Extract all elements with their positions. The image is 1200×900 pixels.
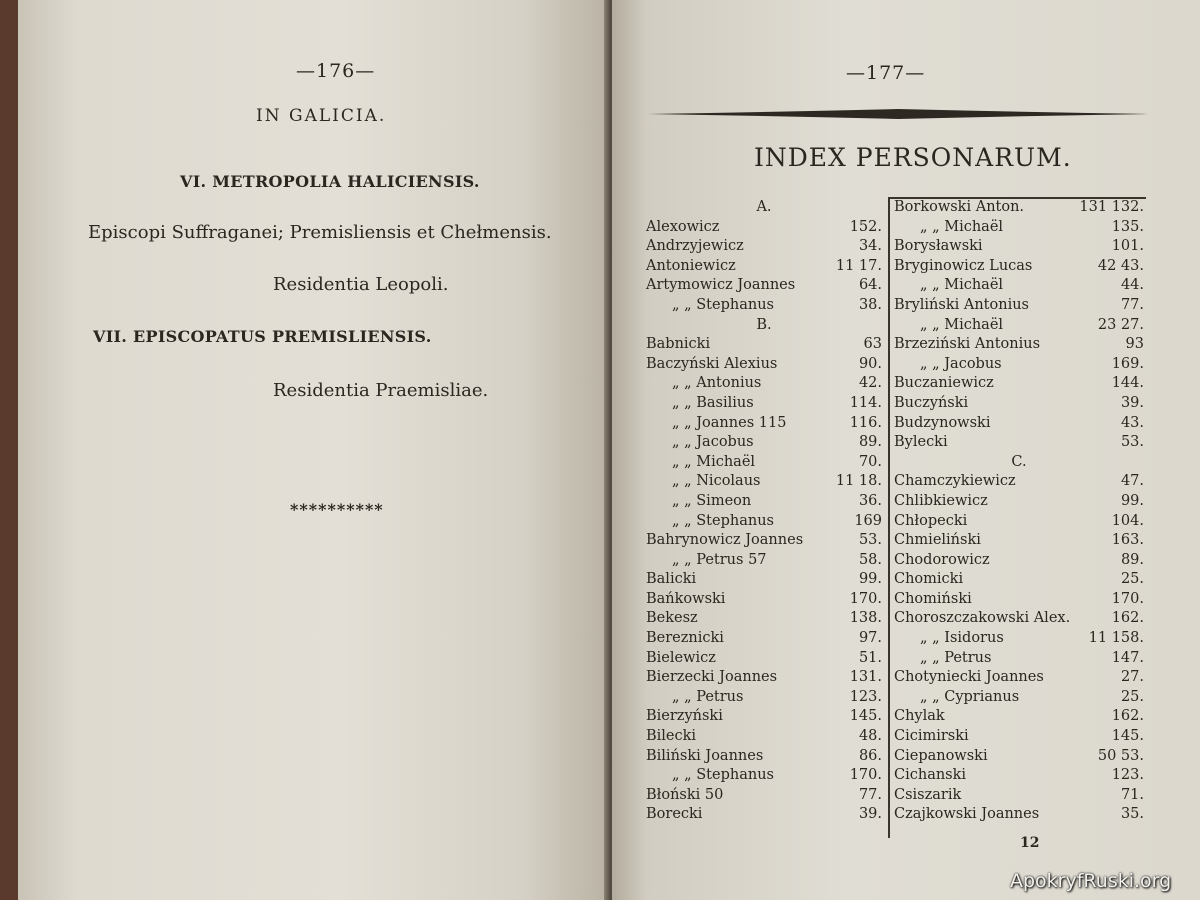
entry-name: „ „ Antonius	[672, 375, 762, 392]
index-entry	[646, 257, 882, 277]
entry-name: „ „ Petrus 57	[672, 551, 767, 568]
entry-name: Borkowski Anton.	[894, 199, 1025, 215]
index-letter-heading	[894, 453, 1144, 473]
entry-name: „ „ Basilius	[672, 394, 754, 411]
entry-pages: 163.	[1111, 532, 1144, 549]
entry-pages: 145.	[1111, 728, 1144, 745]
index-entry	[646, 629, 882, 649]
entry-pages: 104.	[1111, 512, 1144, 529]
entry-name: Borecki	[646, 806, 703, 823]
index-entry	[894, 237, 1144, 257]
entry-pages: 99.	[858, 571, 882, 588]
entry-name: Bierzyński	[646, 708, 723, 725]
entry-name: Bielewicz	[646, 649, 716, 666]
index-entry	[646, 296, 882, 316]
index-entry	[894, 531, 1144, 551]
ornamental-rule	[648, 108, 1148, 120]
entry-pages: 131 132.	[1079, 199, 1144, 215]
index-entry	[894, 649, 1144, 669]
entry-name: Biliński Joannes	[646, 747, 764, 764]
entry-pages: 170.	[849, 767, 882, 784]
index-entry	[894, 374, 1144, 394]
column-divider	[888, 198, 890, 838]
entry-name: Chomiński	[894, 590, 972, 607]
entry-name: Chomicki	[894, 571, 964, 588]
entry-pages: 47.	[1120, 473, 1144, 490]
left-page	[18, 0, 610, 900]
entry-pages: 71.	[1120, 786, 1144, 803]
entry-pages: 123.	[849, 688, 882, 705]
entry-name: Chotyniecki Joannes	[894, 669, 1044, 686]
index-entry	[646, 707, 882, 727]
entry-name: „ „ Joannes 115	[672, 414, 787, 431]
entry-pages: 99.	[1120, 492, 1144, 509]
index-entry	[894, 590, 1144, 610]
index-entry	[894, 276, 1144, 296]
index-entry	[894, 492, 1144, 512]
index-entry	[894, 688, 1144, 708]
entry-pages: 162.	[1111, 610, 1144, 627]
entry-pages: 51.	[858, 649, 882, 666]
entry-name: Buczyński	[894, 394, 969, 411]
entry-name: „ „ Stephanus	[672, 296, 774, 313]
entry-pages: 152.	[849, 218, 882, 235]
index-entry	[646, 668, 882, 688]
heading-episcopatus: VII. EPISCOPATUS PREMISLIENSIS.	[93, 327, 432, 346]
entry-name: Czajkowski Joannes	[894, 806, 1040, 823]
watermark: ApokryfRuski.org	[1010, 870, 1172, 892]
entry-name: Bylecki	[894, 434, 948, 451]
index-entry	[646, 649, 882, 669]
entry-name: Chylak	[894, 708, 945, 725]
index-entry	[646, 394, 882, 414]
entry-name: „ „ Cyprianus	[920, 688, 1020, 705]
index-entry	[646, 335, 882, 355]
entry-pages: 77.	[1120, 296, 1144, 313]
index-entry	[894, 472, 1144, 492]
index-title: INDEX PERSONARUM.	[754, 143, 1072, 172]
entry-pages: 58.	[858, 551, 882, 568]
asterisk-separator: **********	[290, 500, 384, 519]
entry-pages: 170.	[1111, 590, 1144, 607]
page-number-right: —177—	[846, 62, 926, 84]
suffragan-bishops-line: Episcopi Suffraganei; Premisliensis et Chełmensis.	[88, 222, 552, 243]
entry-name: Chłopecki	[894, 512, 968, 529]
entry-pages: 11 17.	[835, 257, 882, 274]
entry-name: Budzynowski	[894, 414, 991, 431]
index-entry	[894, 609, 1144, 629]
entry-pages: 145.	[849, 708, 882, 725]
entry-name: Bryliński Antonius	[894, 296, 1029, 313]
entry-pages: 147.	[1111, 649, 1144, 666]
index-entry	[894, 316, 1144, 336]
entry-name: „ „ Isidorus	[920, 630, 1004, 647]
entry-name: Chmieliński	[894, 532, 981, 549]
heading-galicia: IN GALICIA.	[256, 106, 387, 126]
entry-pages: 38.	[858, 296, 882, 313]
entry-pages: 23 27.	[1097, 316, 1144, 333]
index-entry	[894, 727, 1144, 747]
entry-pages: 101.	[1111, 238, 1144, 255]
index-entry	[646, 551, 882, 571]
entry-name: Cichanski	[894, 767, 967, 784]
letter-label: C.	[1011, 453, 1027, 470]
letter-label: A.	[756, 199, 772, 215]
index-entry	[646, 492, 882, 512]
entry-name: Choroszczakowski Alex.	[894, 610, 1071, 627]
index-entry	[646, 218, 882, 238]
index-entry	[894, 257, 1144, 277]
entry-pages: 39.	[1120, 394, 1144, 411]
index-entry	[646, 237, 882, 257]
entry-pages: 64.	[858, 277, 882, 294]
entry-name: Chlibkiewicz	[894, 492, 988, 509]
index-entry	[894, 747, 1144, 767]
index-entry	[646, 570, 882, 590]
index-entry	[646, 786, 882, 806]
entry-pages: 89.	[1120, 551, 1144, 568]
entry-pages: 70.	[858, 453, 882, 470]
entry-pages: 86.	[858, 747, 882, 764]
entry-pages: 89.	[858, 434, 882, 451]
entry-pages: 90.	[858, 355, 882, 372]
residentia-leopoli: Residentia Leopoli.	[273, 274, 449, 295]
index-entry	[646, 688, 882, 708]
index-entry	[646, 727, 882, 747]
entry-name: „ „ Simeon	[672, 492, 752, 509]
entry-pages: 43.	[1120, 414, 1144, 431]
entry-pages: 93	[1125, 336, 1144, 353]
entry-name: Chamczykiewicz	[894, 473, 1016, 490]
entry-name: Ciepanowski	[894, 747, 988, 764]
entry-name: „ „ Jacobus	[920, 355, 1002, 372]
index-entry	[894, 198, 1144, 218]
letter-label: B.	[756, 316, 772, 333]
entry-name: Balicki	[646, 571, 697, 588]
entry-pages: 34.	[858, 238, 882, 255]
entry-pages: 35.	[1120, 806, 1144, 823]
entry-name: Brzeziński Antonius	[894, 336, 1041, 353]
entry-name: „ „ Michaël	[920, 277, 1004, 294]
entry-name: Bierzecki Joannes	[646, 669, 778, 686]
index-entry	[894, 766, 1144, 786]
entry-pages: 169.	[1111, 355, 1144, 372]
index-right-column	[894, 198, 1144, 825]
entry-name: Alexowicz	[646, 218, 720, 235]
index-entry	[894, 551, 1144, 571]
entry-name: Borysławski	[894, 238, 983, 255]
entry-name: „ „ Jacobus	[672, 434, 754, 451]
entry-pages: 138.	[849, 610, 882, 627]
entry-name: „ „ Michaël	[920, 316, 1004, 333]
entry-name: „ „ Stephanus	[672, 767, 774, 784]
index-entry	[894, 805, 1144, 825]
index-letter-heading	[646, 198, 882, 218]
entry-name: Andrzyjewicz	[646, 238, 744, 255]
index-entry	[646, 805, 882, 825]
residentia-praemisliae: Residentia Praemisliae.	[273, 380, 489, 401]
index-entry	[894, 570, 1144, 590]
index-entry	[646, 433, 882, 453]
entry-pages: 114.	[849, 394, 882, 411]
entry-name: Buczaniewicz	[894, 375, 994, 392]
index-entry	[894, 335, 1144, 355]
entry-pages: 97.	[858, 630, 882, 647]
entry-pages: 50 53.	[1097, 747, 1144, 764]
index-left-column	[646, 198, 882, 825]
index-entry	[894, 707, 1144, 727]
entry-name: „ „ Michaël	[672, 453, 756, 470]
entry-pages: 63	[863, 336, 882, 353]
entry-pages: 135.	[1111, 218, 1144, 235]
entry-name: Csiszarik	[894, 786, 962, 803]
entry-name: „ „ Stephanus	[672, 512, 774, 529]
index-entry	[646, 531, 882, 551]
entry-pages: 36.	[858, 492, 882, 509]
entry-name: Artymowicz Joannes	[646, 277, 796, 294]
entry-name: „ „ Petrus	[672, 688, 744, 705]
index-entry	[894, 414, 1144, 434]
page-number-left: —176—	[296, 60, 376, 82]
index-entry	[646, 747, 882, 767]
index-entry	[894, 668, 1144, 688]
entry-name: Babnicki	[646, 336, 711, 353]
entry-pages: 11 158.	[1088, 630, 1144, 647]
entry-pages: 11 18.	[835, 473, 882, 490]
index-entry	[894, 218, 1144, 238]
index-entry	[894, 512, 1144, 532]
entry-name: Cicimirski	[894, 728, 969, 745]
entry-name: Błoński 50	[646, 786, 724, 803]
index-entry	[894, 355, 1144, 375]
entry-name: Bilecki	[646, 728, 697, 745]
index-entry	[894, 296, 1144, 316]
index-entry	[646, 609, 882, 629]
entry-pages: 42.	[858, 375, 882, 392]
entry-pages: 53.	[1120, 434, 1144, 451]
entry-name: „ „ Nicolaus	[672, 473, 761, 490]
entry-name: Bahrynowicz Joannes	[646, 532, 804, 549]
index-entry	[894, 786, 1144, 806]
entry-name: Chodorowicz	[894, 551, 990, 568]
entry-pages: 48.	[858, 728, 882, 745]
entry-name: Bańkowski	[646, 590, 726, 607]
entry-pages: 53.	[858, 532, 882, 549]
index-entry	[646, 766, 882, 786]
entry-pages: 116.	[849, 414, 882, 431]
entry-name: Antoniewicz	[646, 257, 736, 274]
index-entry	[646, 512, 882, 532]
entry-name: „ „ Michaël	[920, 218, 1004, 235]
entry-pages: 42 43.	[1097, 257, 1144, 274]
entry-pages: 162.	[1111, 708, 1144, 725]
entry-pages: 44.	[1120, 277, 1144, 294]
index-letter-heading	[646, 316, 882, 336]
entry-pages: 25.	[1120, 688, 1144, 705]
index-entry	[646, 590, 882, 610]
entry-pages: 39.	[858, 806, 882, 823]
entry-pages: 123.	[1111, 767, 1144, 784]
entry-pages: 77.	[858, 786, 882, 803]
index-entry	[646, 472, 882, 492]
entry-pages: 170.	[849, 590, 882, 607]
entry-name: Baczyński Alexius	[646, 355, 778, 372]
entry-pages: 169	[854, 512, 882, 529]
index-entry	[646, 276, 882, 296]
entry-pages: 131.	[849, 669, 882, 686]
index-entry	[646, 355, 882, 375]
index-entry	[894, 394, 1144, 414]
signature-mark: 12	[1020, 835, 1040, 851]
entry-pages: 144.	[1111, 375, 1144, 392]
index-entry	[646, 453, 882, 473]
entry-name: Bekesz	[646, 610, 698, 627]
heading-metropolia: VI. METROPOLIA HALICIENSIS.	[180, 172, 480, 191]
entry-pages: 25.	[1120, 571, 1144, 588]
index-entry	[646, 374, 882, 394]
entry-pages: 27.	[1120, 669, 1144, 686]
index-entry	[894, 433, 1144, 453]
index-entry	[894, 629, 1144, 649]
entry-name: Bereznicki	[646, 630, 724, 647]
index-entry	[646, 414, 882, 434]
entry-name: Bryginowicz Lucas	[894, 257, 1033, 274]
entry-name: „ „ Petrus	[920, 649, 992, 666]
